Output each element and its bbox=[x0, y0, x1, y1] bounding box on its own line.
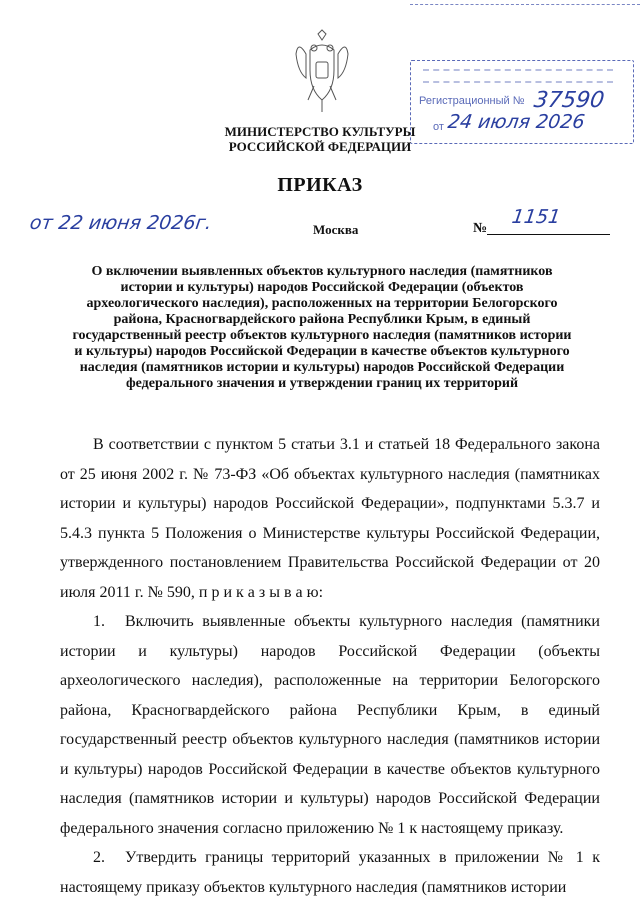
document-body bbox=[60, 430, 600, 902]
stamp-top-dashes bbox=[410, 4, 640, 5]
item-2-paragraph bbox=[60, 843, 600, 902]
ministry-name bbox=[200, 124, 440, 154]
stamp-from-label: от bbox=[433, 121, 444, 133]
document-type: ПРИКАЗ bbox=[277, 174, 363, 196]
item-1-paragraph bbox=[60, 607, 600, 843]
registration-date: 24 июля 2026 bbox=[446, 111, 587, 133]
number-underline bbox=[487, 234, 610, 235]
item-2-number: 2. bbox=[93, 849, 105, 866]
number-label: № bbox=[473, 221, 488, 236]
item-2-text: Утвердить границы территорий указанных в приложении № 1 к настоящему приказу объектов культурного наследия (памятников истории bbox=[60, 849, 600, 896]
coat-of-arms-icon bbox=[292, 28, 352, 118]
preamble-paragraph: В соответствии с пунктом 5 статьи 3.1 и статьей 18 Федерального закона от 25 июня 2002 г. № 73-ФЗ «Об объектах культурного наследия (памятниках истории и культуры) народов Российской Федерации», подпунктами 5.3.7 и 5.4.3 пункта 5 Положения о Министерстве культуры Российской Федерации, утвержденного постановлением Правительства Российской Федерации от 20 июля 2011 г. № 590, п р и к а з ы в а ю: bbox=[60, 436, 600, 601]
item-1-text: Включить выявленные объекты культурного наследия (памятники истории и культуры) народов Российской Федерации (объекты археологического наследия), расположенные на территории Белогорского района, Красногвардейского района Республики Крым, в единый государственный реестр объектов культурного наследия (памятников истории и культуры) народов Российской Федерации в качестве объектов культурного наследия (памятников истории и культуры) народов Российской Федерации федерального значения согласно приложению № 1 к настоящему приказу. bbox=[60, 613, 600, 837]
city: Москва bbox=[313, 222, 359, 237]
item-1-number: 1. bbox=[93, 613, 105, 630]
stamp-registration-label: Регистрационный № bbox=[419, 95, 525, 107]
stamp-header-bars bbox=[423, 69, 613, 83]
order-number: 1151 bbox=[510, 206, 562, 228]
document-title: О включении выявленных объектов культурного наследия (памятников истории и культуры) народов Российской Федерации (объектов археологического наследия), расположенных на территории Белогорского района, Красногвардейского района Республики Крым, в единый государственный реестр объектов культурного наследия (памятников истории и культуры) народов Российской Федерации в качестве объектов культурного наследия (памятников истории и культуры) народов Российской Федерации федерального значения и утверждении границ их территорий bbox=[72, 264, 572, 391]
registration-number: 37590 bbox=[532, 88, 606, 113]
ministry-line-1: МИНИСТЕРСТВО КУЛЬТУРЫ bbox=[224, 124, 416, 139]
ministry-line-2: РОССИЙСКОЙ ФЕДЕРАЦИИ bbox=[228, 139, 412, 154]
order-date: от 22 июня 2026г. bbox=[28, 212, 214, 234]
